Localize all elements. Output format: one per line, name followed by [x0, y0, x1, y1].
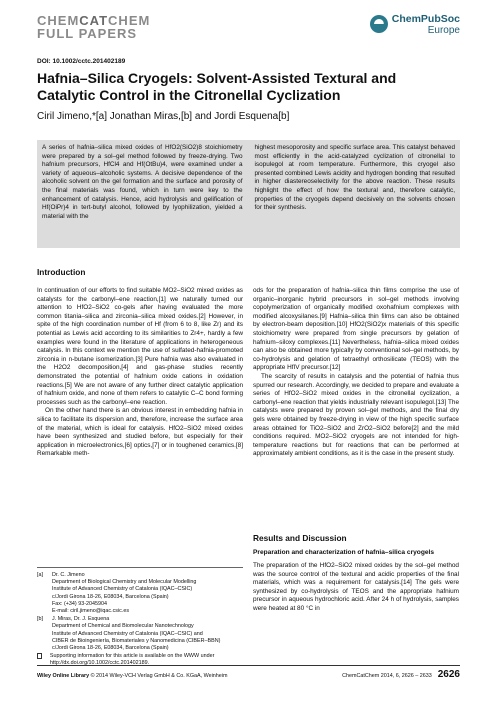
journal-name: CHEMCATCHEM	[37, 13, 151, 28]
page-number: 2626	[437, 669, 460, 680]
left-column	[37, 287, 243, 459]
results-subheading: Preparation and characterization of hafnia–silica cryogels	[253, 549, 435, 556]
intro-paragraph-3: ods for the preparation of hafnia–silica thin films comprise the use of organic–inorganic hybrid precursors in sol–gel methods involving copolymerization of organically modified oxohafnium complexes with modified alcoxysilanes.[9] Hafnia–silica thin films can also be obtained by electron-beam deposition.[10] HfO2(SiO2)x materials of this specific stoichiometry were prepared from single precursors by gelation of hafnium–siloxy complexes.[11] Nevertheless, hafnia–silica mixed oxides can also be obtained more typically by conventional sol–gel methods, by co-hydrolysis and gelation of tetraethyl orthosilicate (TEOS) with the appropriate HfIV precursor.[12]	[253, 287, 459, 372]
intro-paragraph-2: On the other hand there is an obvious interest in embedding hafnia in silica to facilitate its dispersion and, therefore, increase the surface area of the material, which is ideal for catalysis. HfO2–SiO2 mixed oxides have been synthesized and studied before, but especially for their application in microelectronics,[6] optics,[7] or in toughened ceramics.[8] Remarkable meth-	[37, 407, 243, 458]
results-paragraph-1: The preparation of the HfO2–SiO2 mixed oxides by the sol–gel method was the source control of the textural and acidic properties of the final materials, which was a requirement for catalysis.[14] The gels were synthesized by co-hydrolysis of TEOS and the appropriate hafnium precursor in aqueous hydrochloric acid. After 24 h of hydrolysis, samples were heated at 80 °C in	[253, 562, 459, 612]
intro-paragraph-4: The scarcity of results in catalysis and the potential of hafnia thus spurred our research. Accordingly, we decided to prepare and evaluate a series of HfO2–SiO2 mixed oxides in the citronellal cyclization, a carbonyl–ene reaction that yields industrially relevant isopulegol.[13] The catalysts were prepared by proven sol–gel methods, and the final dry gels were obtained by freeze-drying in view of the high specific surface areas obtained for TiO2–SiO2 and ZrO2–SiO2 before[2] and the mild conditions required. MO2–SiO2 cryogels are not intended for high-temperature reactions but for reactions that can be performed at approximately ambient conditions, as it is the case in the present study.	[253, 372, 459, 458]
intro-heading: Introduction	[37, 267, 86, 277]
logo-sub: Europe	[427, 25, 460, 36]
section-type: FULL PAPERS	[37, 26, 138, 41]
affiliation-b: [b] J. Miras, Dr. J. Esquena Department of Chemical and Biomolecular Nanotechnology Institute of Advanced Chemistry of Catalonia (IQAC–CSIC) and CIBER de Bioingeniería, Biomateriales y Nanomedicina (CIBER–BBN) c/Jordi Girona 18-26, E08034, Barcelona (Spain)	[37, 616, 221, 652]
results-heading: Results and Discussion	[253, 533, 347, 543]
citation: ChemCatChem 2014, 6, 2626 – 2633	[342, 673, 432, 679]
intro-paragraph-1: In continuation of our efforts to find suitable MO2–SiO2 mixed oxides as catalysts for the carbonyl–ene reaction,[1] we naturally turned our attention to HfO2–SiO2 co-gels after having evaluated the more common titania–silica and zirconia–silica mixed oxides.[2] However, in spite of the high coordination number of Hf (from 6 to 8, like Zr) and its potential as Lewis acid according to its similarities to Zr4+, hardly a few examples were found in the literature of applications in heterogeneous catalysis. In this context we mention the use of sulfated-hafnia-promoted zirconia in n-butane isomerization.[3] Pure hafnia was also evaluated in the H2O2 decomposition,[4] and gas-phase studies recently demonstrated the potential of hafnium oxide cations in oxidation reactions.[5] We are not aware of any further direct catalytic application of hafnium oxide, and none of them refers to catalytic C–C bond forming processes such as the carbonyl–ene reaction.	[37, 287, 243, 406]
logo-name: ChemPubSoc	[391, 13, 460, 25]
affiliations	[37, 567, 243, 669]
wiley-online-library-link[interactable]: Wiley Online Library	[37, 673, 90, 679]
journal-header	[37, 14, 150, 41]
page-footer: Wiley Online Library © 2014 Wiley-VCH Verlag GmbH & Co. KGaA, Weinheim ChemCatChem 2014, 6, 2626 – 2633 2626	[37, 665, 460, 680]
supporting-info[interactable]: Supporting information for this article is available on the WWW under http://dx.doi.org/10.1002/cctc.201402189.	[37, 653, 243, 667]
article-title: Hafnia–Silica Cryogels: Solvent-Assisted Textural and Catalytic Control in the Citronellal Cyclization	[37, 70, 397, 103]
abstract-box	[37, 140, 460, 248]
document-icon	[37, 653, 42, 659]
publisher-logo	[370, 14, 460, 36]
affiliation-a: [a] Dr. C. Jimeno Department of Biological Chemistry and Molecular Modelling Institute of Advanced Chemistry of Catalonia (IQAC–CSIC) c/Jordi Girona 18-26, E08034, Barcelona (Spain) Fax: (+34) 93-2045904 E-mail: ciril.jimeno@iqac.csic.es	[37, 572, 197, 615]
abstract-right: highest mesoporosity and specific surface area. This catalyst behaved most efficiently in the acid-catalyzed cyclization of citronellal to isopulegol at room temperature. Furthermore, this cryogel also presented combined Lewis acidity and hydrogen bonding that resulted in higher diastereoselectivity for the above reaction. These results highlight the effect of how the textural and, therefore catalytic, properties of the cryogels depend decisively on the solvents chosen for their synthesis.	[254, 144, 455, 212]
chempubsoc-logo-icon	[370, 15, 388, 33]
abstract-left: A series of hafnia–silica mixed oxides of HfO2(SiO2)8 stoichiometry were prepared by a sol–gel method followed by freeze-drying. Two hafnium precursors, HfCl4 and Hf(OtBu)4, were examined under a variety of aqueous–alcoholic systems. A decisive dependence of the alcoholic solvent on the gel formation and the surface and porosity of the final materials was found, which in turn were key to the enhancement of catalysis. Hence, acid hydrolysis and gelification of Hf(OiPr)4 in tert-butyl alcohol, followed by lyophilization, yielded a material with the	[42, 144, 243, 220]
doi: DOI: 10.1002/cctc.201402189	[37, 58, 126, 65]
authors: Ciril Jimeno,*[a] Jonathan Miras,[b] and Jordi Esquena[b]	[37, 111, 290, 122]
right-column	[253, 287, 459, 459]
